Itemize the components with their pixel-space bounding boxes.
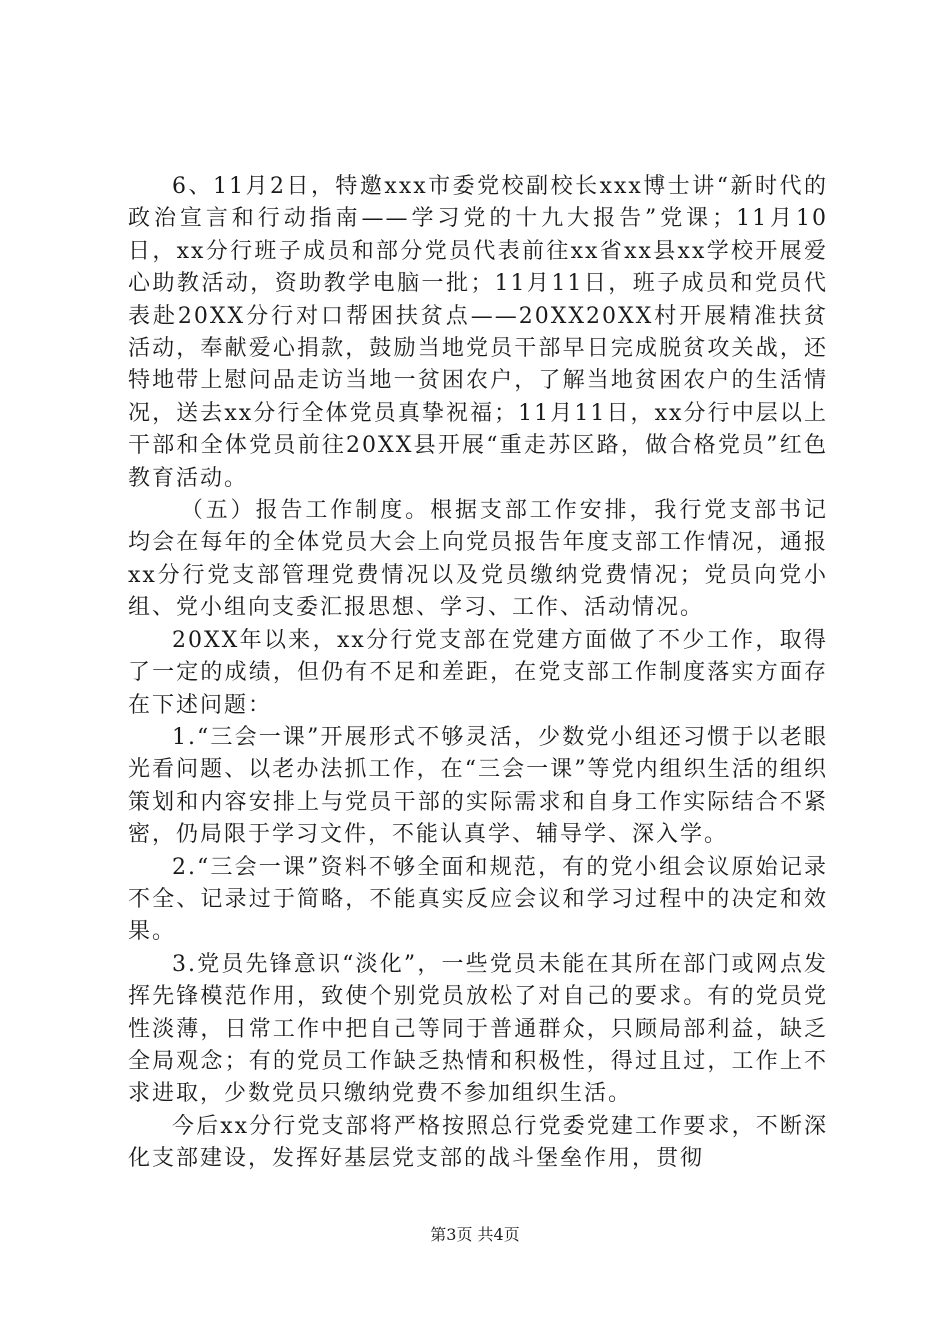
- paragraph-activities: 6、11月2日，特邀xxx市委党校副校长xxx博士讲“新时代的政治宣言和行动指南——学习党的十九大报告”党课；11月10日，xx分行班子成员和部分党员代表前往xx省xx县xx学校开展爱心助教活动，资助教学电脑一批；11月11日，班子成员和党员代表赴20XX分行对口帮困扶贫点——20XX20XX村开展精准扶贫活动，奉献爱心捐款，鼓励当地党员干部早日完成脱贫攻关战，还特地带上慰问品走访当地一贫困农户，了解当地贫困农户的生活情况，送去xx分行全体党员真挚祝福；11月11日，xx分行中层以上干部和全体党员前往20XX县开展“重走苏区路，做合格党员”红色教育活动。: [128, 174, 828, 491]
- paragraph-problem-3: 3.党员先锋意识“淡化”，一些党员未能在其所在部门或网点发挥先锋模范作用，致使个别党员放松了对自己的要求。有的党员党性淡薄，日常工作中把自己等同于普通群众，只顾局部利益，缺乏全局观念；有的党员工作缺乏热情和积极性，得过且过，工作上不求进取，少数党员只缴纳党费不参加组织生活。: [128, 951, 828, 1107]
- paragraph-problem-1: 1.“三会一课”开展形式不够灵活，少数党小组还习惯于以老眼光看问题、以老办法抓工作，在“三会一课”等党内组织生活的组织策划和内容安排上与党员干部的实际需求和自身工作实际结合不紧密，仍局限于学习文件，不能认真学、辅导学、深入学。: [128, 724, 828, 848]
- paragraph-problems-intro: 20XX年以来，xx分行党支部在党建方面做了不少工作，取得了一定的成绩，但仍有不足和差距，在党支部工作制度落实方面存在下述问题：: [128, 627, 828, 718]
- paragraph-future-plan: 今后xx分行党支部将严格按照总行党委党建工作要求，不断深化支部建设，发挥好基层党支部的战斗堡垒作用，贯彻: [128, 1113, 828, 1172]
- paragraph-problem-2: 2.“三会一课”资料不够全面和规范，有的党小组会议原始记录不全、记录过于简略，不能真实反应会议和学习过程中的决定和效果。: [128, 854, 828, 945]
- paragraph-reporting-system: （五）报告工作制度。根据支部工作安排，我行党支部书记均会在每年的全体党员大会上向党员报告年度支部工作情况，通报xx分行党支部管理党费情况以及党员缴纳党费情况；党员向党小组、党小组向支委汇报思想、学习、工作、活动情况。: [128, 498, 828, 621]
- document-body: [128, 171, 828, 1176]
- page-footer: 第3页 共4页: [430, 1225, 520, 1244]
